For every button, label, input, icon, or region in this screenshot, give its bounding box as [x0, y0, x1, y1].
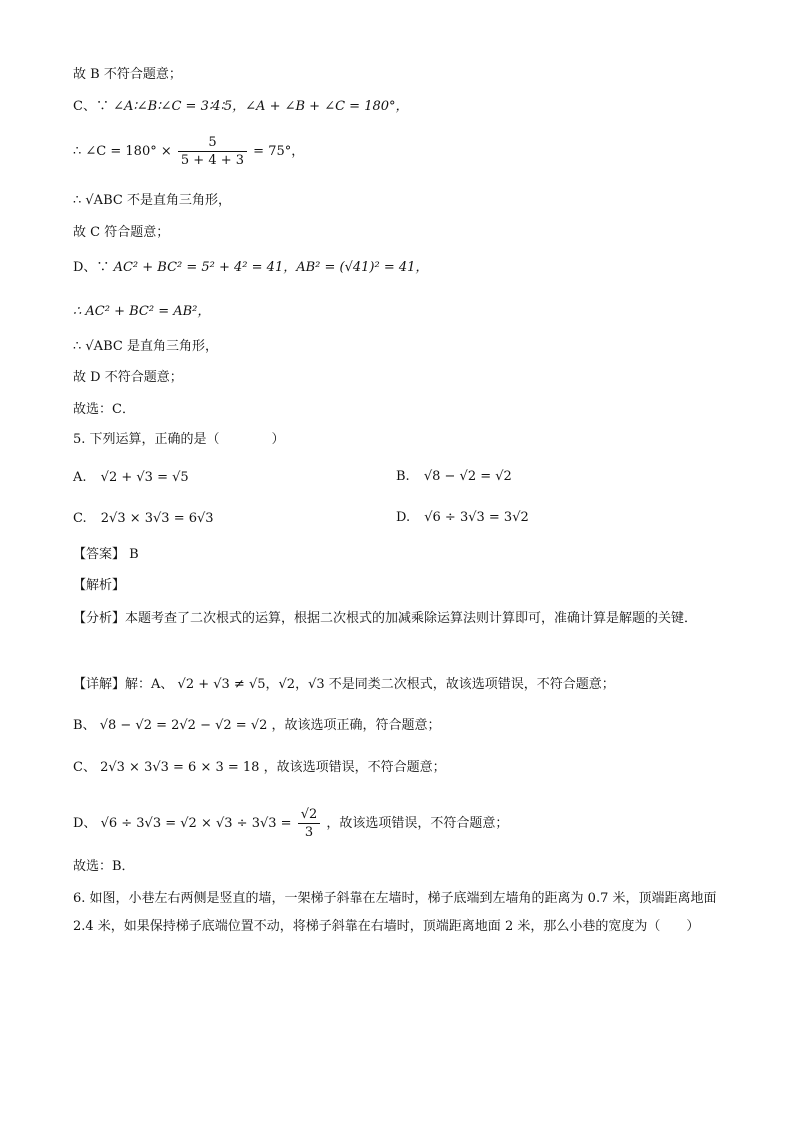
text: ，故该选项错误，不符合题意； — [326, 816, 509, 831]
text-line — [73, 134, 304, 169]
text: 【分析】本题考查了二次根式的运算，根据二次根式的加减乘除运算法则计算即可，准确计算是解题的关键． — [73, 611, 698, 626]
detail-b — [73, 717, 441, 735]
text-line — [73, 338, 218, 356]
option-label: A. — [73, 470, 87, 485]
option-a — [73, 469, 189, 487]
option-d — [396, 510, 529, 525]
math-expression: √2 + √3 ≠ √5，√2，√3 — [177, 677, 325, 692]
text-line — [73, 66, 182, 84]
text: 故选：C． — [73, 402, 135, 417]
text-line — [73, 303, 210, 321]
text: D、 — [73, 816, 97, 831]
math-expression: √8 − √2 = √2 — [423, 469, 512, 484]
option-label: D. — [396, 510, 411, 525]
math-expression: 2√3 × 3√3 = 6√3 — [100, 511, 214, 526]
fraction-denominator: 5 + 4 + 3 — [180, 153, 245, 168]
text: ，故该选项正确，符合题意； — [271, 718, 441, 733]
text: 【详解】解：A、 — [73, 677, 174, 692]
text: 故 C 符合题意； — [73, 225, 170, 240]
fraction-denominator: 3 — [304, 825, 314, 840]
text: 5. 下列运算，正确的是（ ） — [73, 432, 285, 447]
math-expression: √6 ÷ 3√3 = √2 × √3 ÷ 3√3 = — [100, 816, 292, 831]
option-b — [396, 469, 512, 484]
text: C、∵ — [73, 99, 109, 114]
detail-end — [73, 858, 135, 876]
analysis-paragraph — [73, 605, 721, 633]
math-expression: √8 − √2 = 2√2 − √2 = √2 — [99, 718, 268, 733]
fraction-numerator: √2 — [298, 806, 321, 824]
option-label: B. — [396, 469, 410, 484]
answer-tag: 【答案】 — [73, 547, 126, 562]
math-expression: = 75°， — [253, 144, 305, 159]
text-line — [73, 224, 169, 242]
math-expression: √2 + √3 = √5 — [100, 470, 189, 485]
math-expression: ∴ ∠C = 180° × — [73, 144, 172, 159]
text-line — [73, 192, 231, 210]
text-line — [73, 401, 135, 419]
math-expression: ∴ AC² + BC² = AB²， — [73, 304, 211, 319]
fraction — [178, 134, 247, 169]
detail-a — [73, 676, 615, 694]
text: 【解析】 — [73, 578, 126, 593]
text: 6. 如图，小巷左右两侧是竖直的墙，一架梯子斜靠在左墙时，梯子底端到左墙角的距离为 0.7 米，顶端距离地面 2.4 米，如果保持梯子底端位置不动，将梯子斜靠在右墙时，顶端距离地面 2 米，那么小巷的宽度为（ ） — [73, 891, 717, 934]
math-expression: √6 ÷ 3√3 = 3√2 — [424, 510, 529, 525]
option-c — [73, 510, 214, 528]
text: 故 D 不符合题意； — [73, 370, 183, 385]
answer-value: B — [129, 547, 139, 562]
text: ∴ √ABC 是直角三角形， — [73, 339, 218, 354]
math-expression: 2√3 × 3√3 = 6 × 3 = 18 — [100, 760, 260, 775]
question-6 — [73, 885, 721, 941]
math-expression: AC² + BC² = 5² + 4² = 41，AB² = (√41)² = 41， — [113, 260, 429, 275]
fraction-numerator: 5 — [178, 134, 247, 152]
text: 故选：B． — [73, 859, 135, 874]
text-line — [73, 369, 183, 387]
text: C、 — [73, 760, 96, 775]
analysis-tag — [73, 577, 125, 595]
detail-d — [73, 806, 508, 841]
detail-c — [73, 759, 446, 777]
text: D、∵ — [73, 260, 110, 275]
math-expression: ∠A∶∠B∶∠C = 3∶4∶5，∠A + ∠B + ∠C = 180°， — [113, 99, 409, 114]
fraction — [298, 806, 321, 841]
text-line — [73, 259, 428, 277]
answer-line — [73, 546, 139, 564]
text: 故 B 不符合题意； — [73, 67, 182, 82]
option-label: C. — [73, 511, 87, 526]
question-stem — [73, 431, 285, 449]
text: B、 — [73, 718, 96, 733]
text: ，故该选项错误，不符合题意； — [263, 760, 446, 775]
text: 不是同类二次根式，故该选项错误，不符合题意； — [328, 677, 615, 692]
text-line — [73, 98, 409, 116]
text: ∴ √ABC 不是直角三角形， — [73, 193, 231, 208]
